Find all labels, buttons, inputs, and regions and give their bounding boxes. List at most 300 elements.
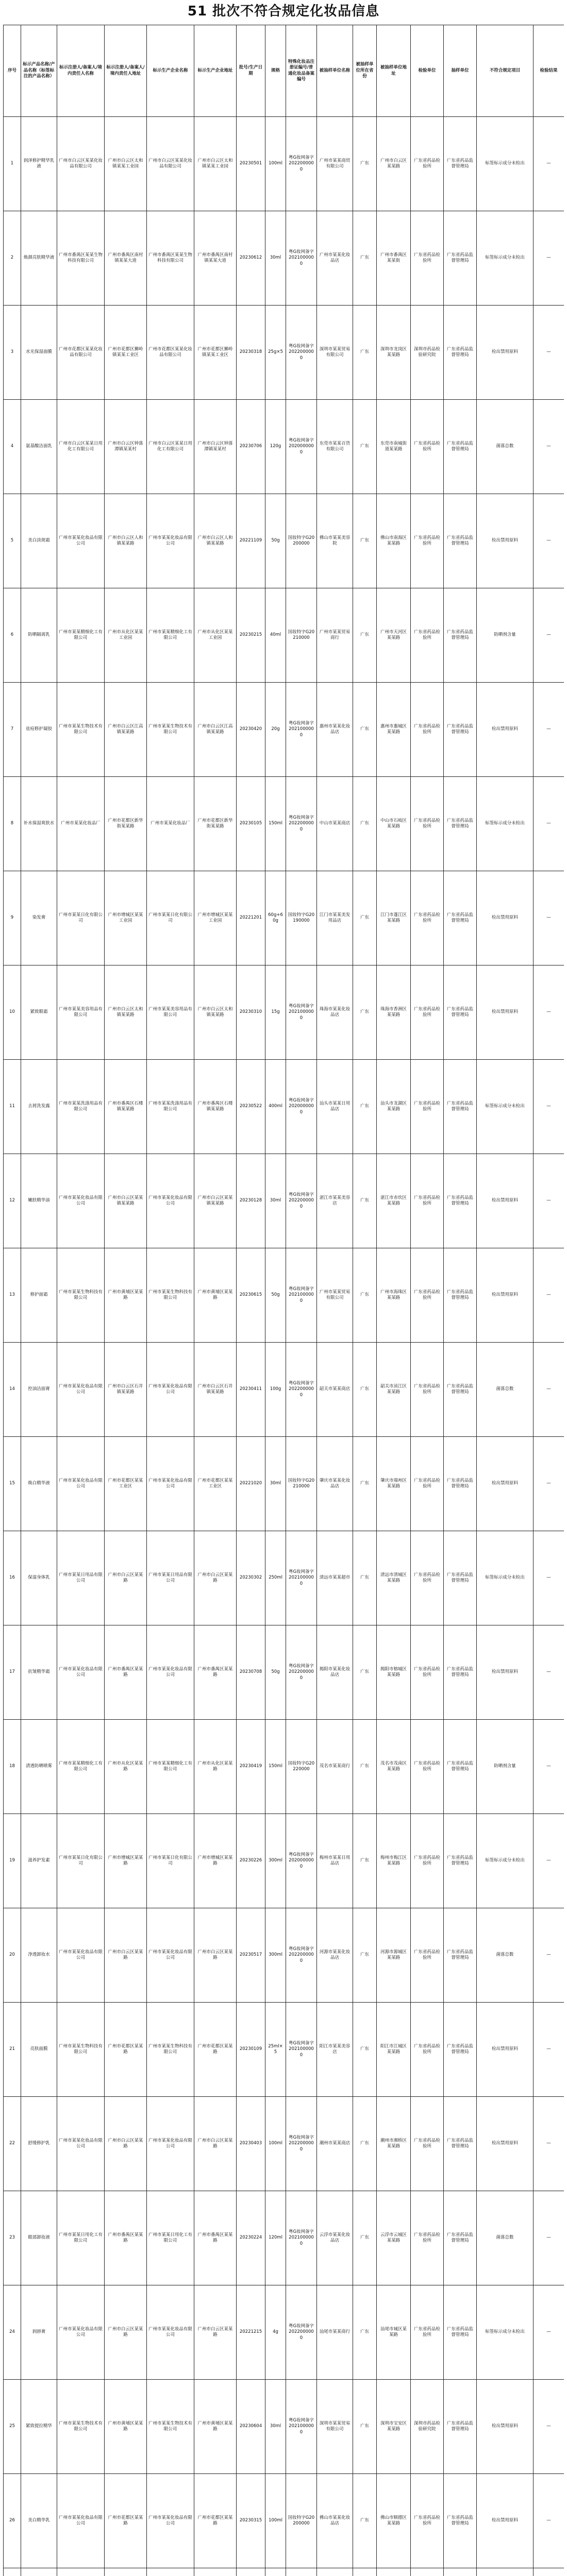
registration-number-cell: 粤G妆网备字2022000000	[286, 306, 317, 400]
sampling-unit-cell: 广东省药品监督管理局	[444, 2191, 477, 2285]
sampled-unit-name-cell: 汕尾市某某商行	[317, 2285, 353, 2380]
batch-number-cell: 20230226	[237, 1814, 265, 1908]
test-result-cell: —	[533, 1531, 564, 1625]
batch-number-cell: 20230612	[237, 211, 265, 306]
sampled-unit-name-cell: 东莞市某某百货有限公司	[317, 400, 353, 494]
registration-number-cell: 粤G妆网备字2022000000	[286, 117, 317, 211]
test-result-cell: —	[533, 1343, 564, 1437]
table-row	[4, 1343, 564, 1437]
sampled-unit-province-cell: 广东	[353, 306, 377, 400]
nonconforming-item-cell: 检出禁用原料	[477, 306, 533, 400]
registration-number-cell: 粤G妆网备字2022000000	[286, 777, 317, 871]
row-number-cell: 23	[4, 2191, 21, 2285]
batch-number-cell: 20230105	[237, 777, 265, 871]
testing-unit-cell: 广东省药品检验所	[411, 2003, 444, 2097]
sampling-unit-cell: 广东省药品监督管理局	[444, 2285, 477, 2380]
manufacturer-address-cell: 广州市白云区某某路	[194, 2285, 237, 2380]
sampled-unit-name-cell: 清远市某某超市	[317, 1531, 353, 1625]
test-result-cell: —	[533, 2474, 564, 2568]
manufacturer-name-cell: 广州市某某化妆品有限公司	[147, 1154, 194, 1248]
nonconforming-item-cell: 菌落总数	[477, 400, 533, 494]
testing-unit-cell: 广东省药品检验所	[411, 1248, 444, 1343]
sampled-unit-address-cell: 茂名市茂南区某某路	[377, 1720, 411, 1814]
sampled-unit-address-cell: 广州市天河区某某路	[377, 588, 411, 683]
registrant-address-cell: 广州市花都区某某路	[105, 2474, 147, 2568]
registration-number-cell: 粤G妆网备字2022000000	[286, 2097, 317, 2191]
test-result-cell: —	[533, 1437, 564, 1531]
specification-cell: 300ml	[265, 1908, 286, 2003]
sampled-unit-address-cell: 湛江市赤坎区某某路	[377, 1154, 411, 1248]
sampled-unit-name-cell: 珠海市某某化妆品店	[317, 965, 353, 1060]
manufacturer-name-cell: 广州市某某生物技术有限公司	[147, 2380, 194, 2474]
specification-cell	[265, 2568, 286, 2576]
manufacturer-address-cell: 广州市花都区狮岭镇某某工业区	[194, 306, 237, 400]
sampled-unit-name-cell: 河源市某某化妆品店	[317, 1908, 353, 2003]
sampled-unit-province-cell: 广东	[353, 1343, 377, 1437]
sampled-unit-province-cell: 广东	[353, 1437, 377, 1531]
manufacturer-name-cell: 广州市某某日化有限公司	[147, 1814, 194, 1908]
sampled-unit-address-cell: 潮州市湘桥区某某路	[377, 2097, 411, 2191]
sampled-unit-province-cell: 广东	[353, 965, 377, 1060]
registrant-name-cell: 广州市某某生物技术有限公司	[57, 2380, 105, 2474]
testing-unit-cell: 广东省药品检验所	[411, 1908, 444, 2003]
product-name-cell: 抗皱精华霜	[21, 1625, 57, 1720]
sampled-unit-name-cell: 湛江市某某美容店	[317, 1154, 353, 1248]
sampled-unit-province-cell: 广东	[353, 683, 377, 777]
manufacturer-address-cell: 广州市增城区某某路	[194, 1814, 237, 1908]
product-name-cell: 祛痘修护凝胶	[21, 683, 57, 777]
manufacturer-address-cell: 广州市番禺区石楼镇某某路	[194, 1060, 237, 1154]
test-result-cell: —	[533, 2003, 564, 2097]
table-row	[4, 1248, 564, 1343]
batch-number-cell: 20230109	[237, 2003, 265, 2097]
sampling-unit-cell: 广东省药品监督管理局	[444, 1531, 477, 1625]
specification-cell: 120ml	[265, 2191, 286, 2285]
manufacturer-address-cell: 广州市番禺区某某路	[194, 2191, 237, 2285]
batch-number-cell: 20221109	[237, 494, 265, 588]
specification-cell: 150ml	[265, 1720, 286, 1814]
specification-cell: 30ml	[265, 1154, 286, 1248]
row-number-cell: 11	[4, 1060, 21, 1154]
testing-unit-cell	[411, 2568, 444, 2576]
nonconforming-item-cell: 检出禁用原料	[477, 1248, 533, 1343]
sampling-unit-cell: 广东省药品监督管理局	[444, 211, 477, 306]
sampled-unit-address-cell: 广州市番禺区某某街	[377, 211, 411, 306]
specification-cell: 150ml	[265, 777, 286, 871]
specification-cell: 4g	[265, 2285, 286, 2380]
table-row	[4, 2474, 564, 2568]
batch-number-cell: 20230517	[237, 1908, 265, 2003]
test-result-cell: —	[533, 2285, 564, 2380]
manufacturer-address-cell: 广州市白云区某某路	[194, 1908, 237, 2003]
sampled-unit-province-cell: 广东	[353, 1248, 377, 1343]
specification-cell: 100ml	[265, 2474, 286, 2568]
table-container	[3, 25, 564, 2576]
manufacturer-name-cell: 广州市某某生物科技有限公司	[147, 2003, 194, 2097]
manufacturer-name-cell: 广州市某某美容用品有限公司	[147, 965, 194, 1060]
manufacturer-name-cell: 广州市某某化妆品有限公司	[147, 2285, 194, 2380]
product-name-cell: 眼部卸妆液	[21, 2191, 57, 2285]
testing-unit-cell: 广东省药品检验所	[411, 1625, 444, 1720]
manufacturer-address-cell: 广州市白云区太和镇某某工业园	[194, 117, 237, 211]
column-header: 标示产品名称/产品名称（标签标注的产品名称）	[21, 25, 57, 117]
registrant-address-cell: 广州市白云区某某路	[105, 2097, 147, 2191]
sampling-unit-cell: 广东省药品监督管理局	[444, 494, 477, 588]
nonconforming-item-cell: 检出禁用原料	[477, 1437, 533, 1531]
test-result-cell: —	[533, 2380, 564, 2474]
batch-number-cell: 20221201	[237, 871, 265, 965]
registration-number-cell: 粤G妆网备字2022000000	[286, 1625, 317, 1720]
row-number-cell: 7	[4, 683, 21, 777]
specification-cell: 30ml	[265, 1437, 286, 1531]
test-result-cell: —	[533, 965, 564, 1060]
test-result-cell: —	[533, 2191, 564, 2285]
sampling-unit-cell: 广东省药品监督管理局	[444, 1814, 477, 1908]
sampled-unit-province-cell: 广东	[353, 2474, 377, 2568]
testing-unit-cell: 广东省药品检验所	[411, 1343, 444, 1437]
manufacturer-name-cell: 广州市某某日用品有限公司	[147, 1531, 194, 1625]
testing-unit-cell: 广东省药品检验所	[411, 494, 444, 588]
row-number-cell: 4	[4, 400, 21, 494]
sampling-unit-cell: 广东省药品监督管理局	[444, 871, 477, 965]
specification-cell: 30ml	[265, 2380, 286, 2474]
manufacturer-address-cell: 广州市白云区人和镇某某路	[194, 494, 237, 588]
product-name-cell: 净透卸妆水	[21, 1908, 57, 2003]
row-number-cell: 14	[4, 1343, 21, 1437]
registrant-name-cell: 广州市番禺区某某生物科技有限公司	[57, 211, 105, 306]
product-name-cell: 滋养护发素	[21, 1814, 57, 1908]
batch-number-cell: 20230403	[237, 2097, 265, 2191]
sampling-unit-cell: 广东省药品监督管理局	[444, 1908, 477, 2003]
registrant-address-cell: 广州市白云区某某路	[105, 1531, 147, 1625]
registrant-address-cell: 广州市番禺区南村镇某某大道	[105, 211, 147, 306]
specification-cell: 100ml	[265, 117, 286, 211]
sampled-unit-province-cell: 广东	[353, 2003, 377, 2097]
sampled-unit-province-cell: 广东	[353, 2285, 377, 2380]
product-name-cell: 美白淡斑霜	[21, 494, 57, 588]
nonconforming-item-cell: 检出禁用原料	[477, 1154, 533, 1248]
sampled-unit-province-cell: 广东	[353, 1908, 377, 2003]
registrant-name-cell: 广州市某某日用化工有限公司	[57, 2191, 105, 2285]
testing-unit-cell: 广东省药品检验所	[411, 871, 444, 965]
nonconforming-item-cell: 菌落总数	[477, 1343, 533, 1437]
nonconforming-item-cell: 标签标示成分未检出	[477, 1531, 533, 1625]
testing-unit-cell: 深圳市药品检验研究院	[411, 306, 444, 400]
batch-number-cell: 20230318	[237, 306, 265, 400]
row-number-cell: 9	[4, 871, 21, 965]
specification-cell: 300ml	[265, 1814, 286, 1908]
batch-number-cell: 20230411	[237, 1343, 265, 1437]
nonconforming-item-cell: 标签标示成分未检出	[477, 777, 533, 871]
test-result-cell: —	[533, 1908, 564, 2003]
manufacturer-name-cell: 广州市某某生物科技有限公司	[147, 1248, 194, 1343]
registration-number-cell: 粤G妆网备字2022000000	[286, 2285, 317, 2380]
manufacturer-address-cell: 广州市番禺区南村镇某某大道	[194, 211, 237, 306]
testing-unit-cell: 广东省药品检验所	[411, 117, 444, 211]
sampled-unit-name-cell: 梅州市某某日用品店	[317, 1814, 353, 1908]
registrant-name-cell: 广州市某某化妆品有限公司	[57, 2474, 105, 2568]
registrant-name-cell: 广州市花都区某某化妆品有限公司	[57, 306, 105, 400]
sampling-unit-cell	[444, 2568, 477, 2576]
table-row	[4, 1060, 564, 1154]
sampled-unit-province-cell: 广东	[353, 2191, 377, 2285]
column-header: 抽样单位	[444, 25, 477, 117]
registrant-address-cell: 广州市花都区新华街某某路	[105, 777, 147, 871]
sampling-unit-cell: 广东省药品监督管理局	[444, 1154, 477, 1248]
sampled-unit-name-cell: 深圳市某某贸易有限公司	[317, 306, 353, 400]
testing-unit-cell: 广东省药品检验所	[411, 2285, 444, 2380]
registrant-name-cell: 广州市某某化妆品有限公司	[57, 1908, 105, 2003]
product-name-cell	[21, 2568, 57, 2576]
batch-number-cell: 20230604	[237, 2380, 265, 2474]
row-number-cell: 15	[4, 1437, 21, 1531]
registrant-address-cell: 广州市花都区某某路	[105, 2003, 147, 2097]
specification-cell: 120g	[265, 400, 286, 494]
testing-unit-cell: 广东省药品检验所	[411, 777, 444, 871]
column-header: 标示注册人/备案人/境内责任人地址	[105, 25, 147, 117]
test-result-cell: —	[533, 400, 564, 494]
manufacturer-address-cell: 广州市黄埔区某某路	[194, 1248, 237, 1343]
sampled-unit-province-cell: 广东	[353, 1625, 377, 1720]
test-result-cell: —	[533, 211, 564, 306]
registrant-address-cell: 广州市从化区某某工业园	[105, 588, 147, 683]
test-result-cell: —	[533, 871, 564, 965]
sampled-unit-address-cell: 清远市清城区某某路	[377, 1531, 411, 1625]
sampled-unit-address-cell: 珠海市香洲区某某路	[377, 965, 411, 1060]
sampling-unit-cell: 广东省药品监督管理局	[444, 2097, 477, 2191]
testing-unit-cell: 广东省药品检验所	[411, 1720, 444, 1814]
registrant-name-cell	[57, 2568, 105, 2576]
manufacturer-address-cell: 广州市番禺区某某路	[194, 1625, 237, 1720]
sampled-unit-province-cell: 广东	[353, 1060, 377, 1154]
nonconforming-item-cell: 标签标示成分未检出	[477, 117, 533, 211]
testing-unit-cell: 广东省药品检验所	[411, 1814, 444, 1908]
sampling-unit-cell: 广东省药品监督管理局	[444, 1248, 477, 1343]
nonconforming-item-cell: 检出禁用原料	[477, 2003, 533, 2097]
specification-cell: 60g+60g	[265, 871, 286, 965]
sampled-unit-address-cell: 深圳市宝安区某某路	[377, 2380, 411, 2474]
testing-unit-cell: 广东省药品检验所	[411, 588, 444, 683]
column-header: 序号	[4, 25, 21, 117]
sampled-unit-name-cell: 肇庆市某某化妆品店	[317, 1437, 353, 1531]
test-result-cell: —	[533, 494, 564, 588]
row-number-cell: 5	[4, 494, 21, 588]
registrant-name-cell: 广州市某某日化有限公司	[57, 1814, 105, 1908]
registrant-name-cell: 广州市某某化妆品有限公司	[57, 494, 105, 588]
sampled-unit-address-cell: 广州市海珠区某某路	[377, 1248, 411, 1343]
specification-cell: 20g	[265, 683, 286, 777]
sampled-unit-province-cell: 广东	[353, 871, 377, 965]
table-row	[4, 965, 564, 1060]
registration-number-cell	[286, 2568, 317, 2576]
specification-cell: 50g	[265, 1248, 286, 1343]
testing-unit-cell: 广东省药品检验所	[411, 2097, 444, 2191]
sampled-unit-province-cell: 广东	[353, 1720, 377, 1814]
sampling-unit-cell: 广东省药品监督管理局	[444, 2474, 477, 2568]
row-number-cell: 13	[4, 1248, 21, 1343]
registration-number-cell: 粤G妆网备字2020000000	[286, 400, 317, 494]
manufacturer-name-cell: 广州市某某日用化工有限公司	[147, 2191, 194, 2285]
sampled-unit-address-cell: 江门市蓬江区某某路	[377, 871, 411, 965]
sampled-unit-address-cell: 东莞市南城街道某某路	[377, 400, 411, 494]
batch-number-cell: 20230224	[237, 2191, 265, 2285]
registrant-address-cell: 广州市白云区石井镇某某路	[105, 1343, 147, 1437]
nonconforming-item-cell: 标签标示成分未检出	[477, 1814, 533, 1908]
sampling-unit-cell: 广东省药品监督管理局	[444, 1343, 477, 1437]
column-header: 检验结果	[533, 25, 564, 117]
registrant-address-cell: 广州市花都区某某工业区	[105, 1437, 147, 1531]
registrant-name-cell: 广州市某某化妆品有限公司	[57, 2285, 105, 2380]
product-name-cell: 润唇膏	[21, 2285, 57, 2380]
registrant-name-cell: 广州市白云区某某化妆品有限公司	[57, 117, 105, 211]
batch-number-cell: 20221020	[237, 1437, 265, 1531]
sampling-unit-cell: 广东省药品监督管理局	[444, 777, 477, 871]
sampled-unit-name-cell: 阳江市某某美容店	[317, 2003, 353, 2097]
batch-number-cell: 20230215	[237, 588, 265, 683]
test-result-cell: —	[533, 2097, 564, 2191]
product-name-cell: 润泽修护精华乳液	[21, 117, 57, 211]
testing-unit-cell: 广东省药品检验所	[411, 965, 444, 1060]
table-row	[4, 1531, 564, 1625]
specification-cell: 50g	[265, 494, 286, 588]
testing-unit-cell: 广东省药品检验所	[411, 1154, 444, 1248]
column-header: 标示注册人/备案人/境内责任人名称	[57, 25, 105, 117]
registrant-address-cell: 广州市白云区某某路	[105, 1908, 147, 2003]
nonconforming-item-cell: 标签标示成分未检出	[477, 1060, 533, 1154]
sampling-unit-cell: 广东省药品监督管理局	[444, 1720, 477, 1814]
sampling-unit-cell: 广东省药品监督管理局	[444, 2380, 477, 2474]
sampling-unit-cell: 广东省药品监督管理局	[444, 1060, 477, 1154]
registrant-address-cell: 广州市白云区某某路	[105, 2285, 147, 2380]
registration-number-cell: 粤G妆网备字2022000000	[286, 1908, 317, 2003]
sampled-unit-address-cell: 惠州市惠城区某某路	[377, 683, 411, 777]
batch-number-cell: 20230615	[237, 1248, 265, 1343]
column-header: 不符合规定项目	[477, 25, 533, 117]
batch-number-cell: 20230310	[237, 965, 265, 1060]
row-number-cell: 12	[4, 1154, 21, 1248]
sampling-unit-cell: 广东省药品监督管理局	[444, 1625, 477, 1720]
testing-unit-cell: 广东省药品检验所	[411, 1531, 444, 1625]
test-result-cell: —	[533, 1248, 564, 1343]
batch-number-cell: 20230522	[237, 1060, 265, 1154]
sampled-unit-address-cell: 汕尾市城区某某路	[377, 2285, 411, 2380]
nonconforming-item-cell: 检出禁用原料	[477, 2380, 533, 2474]
registration-number-cell: 粤G妆网备字2020000000	[286, 1060, 317, 1154]
registrant-address-cell: 广州市白云区江高镇某某路	[105, 683, 147, 777]
specification-cell: 100ml	[265, 2097, 286, 2191]
registrant-name-cell: 广州市某某生物科技有限公司	[57, 1248, 105, 1343]
row-number-cell: 1	[4, 117, 21, 211]
test-result-cell: —	[533, 588, 564, 683]
registrant-address-cell: 广州市番禺区石楼镇某某路	[105, 1060, 147, 1154]
table-row	[4, 2285, 564, 2380]
registrant-address-cell: 广州市增城区某某路	[105, 1814, 147, 1908]
product-name-cell: 焕颜亮肤精华液	[21, 211, 57, 306]
specification-cell: 25g×5	[265, 306, 286, 400]
specification-cell: 400ml	[265, 1060, 286, 1154]
sampled-unit-address-cell: 汕头市龙湖区某某路	[377, 1060, 411, 1154]
manufacturer-name-cell: 广州市某某化妆品有限公司	[147, 2097, 194, 2191]
sampling-unit-cell: 广东省药品监督管理局	[444, 965, 477, 1060]
sampled-unit-name-cell: 佛山市某某美容院	[317, 494, 353, 588]
nonconforming-item-cell: 检出禁用原料	[477, 683, 533, 777]
registrant-address-cell: 广州市白云区某某镇某某路	[105, 1154, 147, 1248]
specification-cell: 40ml	[265, 588, 286, 683]
row-number-cell: 19	[4, 1814, 21, 1908]
sampled-unit-province-cell: 广东	[353, 2097, 377, 2191]
sampled-unit-name-cell: 潮州市某某商店	[317, 2097, 353, 2191]
testing-unit-cell: 广东省药品检验所	[411, 211, 444, 306]
manufacturer-address-cell: 广州市增城区某某工业园	[194, 871, 237, 965]
manufacturer-address-cell: 广州市白云区某某路	[194, 1531, 237, 1625]
nonconforming-item-cell: 防晒剂含量	[477, 588, 533, 683]
sampled-unit-address-cell: 梅州市梅江区某某路	[377, 1814, 411, 1908]
nonconforming-item-cell: 检出禁用原料	[477, 494, 533, 588]
registrant-name-cell: 广州市某某日用品有限公司	[57, 1531, 105, 1625]
sampled-unit-province-cell: 广东	[353, 777, 377, 871]
testing-unit-cell: 广东省药品检验所	[411, 2474, 444, 2568]
testing-unit-cell: 广东省药品检验所	[411, 2191, 444, 2285]
table-row	[4, 1625, 564, 1720]
manufacturer-name-cell: 广州市某某化妆品有限公司	[147, 2474, 194, 2568]
sampled-unit-province-cell: 广东	[353, 1154, 377, 1248]
table-row	[4, 211, 564, 306]
sampling-unit-cell: 广东省药品监督管理局	[444, 306, 477, 400]
row-number-cell: 22	[4, 2097, 21, 2191]
sampled-unit-name-cell: 揭阳市某某化妆品店	[317, 1625, 353, 1720]
column-header: 标示生产企业地址	[194, 25, 237, 117]
sampled-unit-province-cell: 广东	[353, 588, 377, 683]
product-name-cell: 焕白精华液	[21, 1437, 57, 1531]
manufacturer-name-cell: 广州市某某化妆品有限公司	[147, 1437, 194, 1531]
manufacturer-name-cell: 广州市番禺区某某生物科技有限公司	[147, 211, 194, 306]
registrant-name-cell: 广州市某某化妆品有限公司	[57, 1343, 105, 1437]
registrant-name-cell: 广州市某某化妆品有限公司	[57, 1437, 105, 1531]
table-row	[4, 494, 564, 588]
registrant-name-cell: 广州市某某化妆品有限公司	[57, 1154, 105, 1248]
batch-number-cell: 20230420	[237, 683, 265, 777]
manufacturer-name-cell: 广州市某某洗涤用品有限公司	[147, 1060, 194, 1154]
registration-number-cell: 粤G妆网备字2021000000	[286, 683, 317, 777]
test-result-cell: —	[533, 1814, 564, 1908]
registrant-name-cell: 广州市某某美容用品有限公司	[57, 965, 105, 1060]
sampled-unit-address-cell: 深圳市龙岗区某某路	[377, 306, 411, 400]
row-number-cell: 24	[4, 2285, 21, 2380]
manufacturer-address-cell: 广州市白云区钟落潭镇某某村	[194, 400, 237, 494]
row-number-cell: 10	[4, 965, 21, 1060]
manufacturer-address-cell: 广州市白云区太和镇某某路	[194, 965, 237, 1060]
batch-number-cell: 20230302	[237, 1531, 265, 1625]
batch-number-cell: 20230419	[237, 1720, 265, 1814]
nonconforming-item-cell: 菌落总数	[477, 1908, 533, 2003]
page-title: 51 批次不符合规定化妆品信息	[187, 4, 380, 19]
nonconforming-item-cell: 检出禁用原料	[477, 2474, 533, 2568]
registrant-name-cell: 广州市某某精细化工有限公司	[57, 588, 105, 683]
column-header: 被抽样单位所在省份	[353, 25, 377, 117]
nonconforming-item-cell: 检出禁用原料	[477, 1625, 533, 1720]
batch-number-cell: 20230501	[237, 117, 265, 211]
nonconforming-item-cell: 防晒剂含量	[477, 1720, 533, 1814]
table-row	[4, 2003, 564, 2097]
sampled-unit-name-cell: 惠州市某某化妆品店	[317, 683, 353, 777]
nonconforming-item-cell: 菌落总数	[477, 2191, 533, 2285]
registration-number-cell: 粤G妆网备字2020000000	[286, 1814, 317, 1908]
testing-unit-cell: 广东省药品检验所	[411, 1437, 444, 1531]
registrant-address-cell: 广州市白云区太和镇某某工业园	[105, 117, 147, 211]
column-header: 规格	[265, 25, 286, 117]
registration-number-cell: 粤G妆网备字2021000000	[286, 1531, 317, 1625]
manufacturer-name-cell: 广州市某某化妆品有限公司	[147, 1908, 194, 2003]
